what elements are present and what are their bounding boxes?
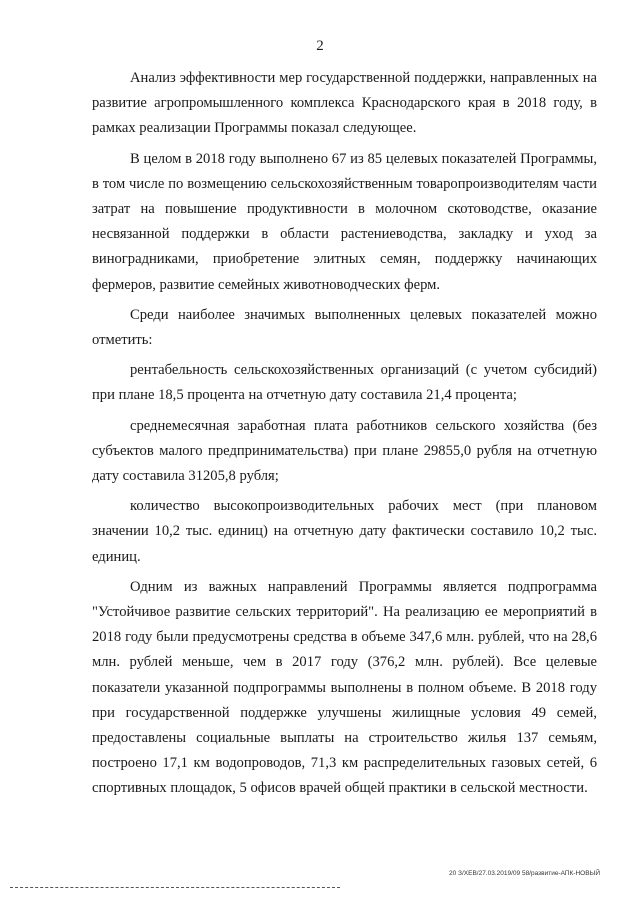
footer-file-code: 20 З/ХЕВ/27.03.2019/09 58/развитие-АПК-НОВЫЙ xyxy=(449,870,600,877)
paragraph: Среди наиболее значимых выполненных целевых показателей можно отметить: xyxy=(92,306,597,349)
page-number: 2 xyxy=(316,38,324,54)
paragraph: Анализ эффективности мер государственной поддержки, направленных на развитие агропромышленного комплекса Краснодарского края в 2018 году, в рамках реализации Программы показал следующее. xyxy=(92,70,597,137)
paragraph: количество высокопроизводительных рабочих мест (при плановом значении 10,2 тыс. единиц) на отчетную дату фактически составило 10,2 тыс. единиц. xyxy=(92,498,597,565)
paragraph: среднемесячная заработная плата работников сельского хозяйства (без субъектов малого предпринимательства) при плане 29855,0 рубля на отчетную дату составила 31205,8 рубля; xyxy=(92,417,597,485)
paragraph: В целом в 2018 году выполнено 67 из 85 целевых показателей Программы, в том числе по возмещению сельскохозяйственным товаропроизводителям части затрат на повышение продуктивности в молочном скотоводстве, оказание несвязанной поддержки в области растениеводства, закладку и уход за виноградниками, приобретение элитных семян, поддержку начинающих фермеров, развитие семейных животноводческих ферм. xyxy=(92,150,597,293)
paragraph: рентабельность сельскохозяйственных организаций (с учетом субсидий) при плане 18,5 процента на отчетную дату составила 21,4 процента; xyxy=(92,362,597,404)
paragraph: Одним из важных направлений Программы является подпрограмма "Устойчивое развитие сельских территорий". На реализацию ее мероприятий в 2018 году были предусмотрены средства в объеме 347,6 млн. рублей, что на 28,6 млн. рублей меньше, чем в 2017 году (376,2 млн. рублей). Все целевые показатели указанной подпрограммы выполнены в полном объеме. В 2018 году при государственной поддержке улучшены жилищные условия 49 семей, предоставлены социальные выплаты на строительство жилья 137 семьям, построено 17,1 км водопроводов, 71,3 км распределительных газовых сетей, 6 спортивных площадок, 5 офисов врачей общей практики в сельской местности. xyxy=(92,578,597,797)
document-body xyxy=(92,66,597,807)
bottom-divider xyxy=(10,887,340,889)
